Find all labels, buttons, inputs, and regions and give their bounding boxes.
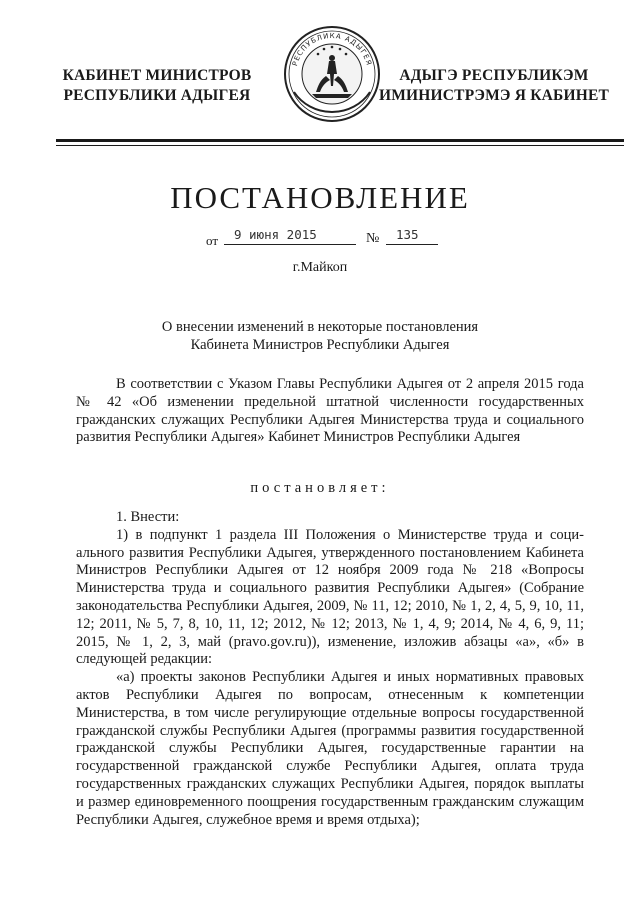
- document-title: ПОСТАНОВЛЕНИЕ: [170, 180, 470, 215]
- issuer-name-adyghe: [378, 66, 610, 106]
- preamble-text: В соответствии с Указом Главы Республики Адыгея от 2 апреля 2015 года № 42 «Об изменении предельной штатной численности государственных гражданских служащих Республики Адыгея Министерства труда и социального развития Республики Адыгея» Кабинет Министров Республики Адыгея: [76, 376, 584, 446]
- date-underline: [224, 244, 356, 245]
- issuer-name-line-2: РЕСПУБЛИКИ АДЫГЕЯ: [63, 87, 251, 104]
- republic-coat-of-arms-icon: [282, 24, 382, 124]
- emblem-inscription: РЕСПУБЛИКА АДЫГЕЯ: [290, 31, 374, 67]
- subject-line-2: Кабинета Министров Республики Адыгея: [190, 337, 450, 353]
- number-underline: [386, 244, 438, 245]
- header-divider-thin: [56, 145, 624, 146]
- subject-line-1: О внесении изменений в некоторые постановления: [161, 319, 479, 335]
- date-prefix: от: [206, 233, 219, 248]
- item-1-subitem-1: 1) в подпункт 1 раздела III Положения о Министерстве труда и социального развития Республики Адыгея, утвержденного постановлением Кабинета Министров Республики Адыгея от 12 ноября 2009 года № 218 «Вопросы Министерства труда и социального развития Республики Адыгея» (Собрание законодательства Республики Адыгея, 2009, № 11, 12; 2010, № 1, 2, 4, 5, 9, 10, 11, 12; 2011, № 5, 7, 8, 10, 11, 12; 2012, № 12; 2013, № 1, 4, 9; 2014, № 4, 6, 9, 11; 2015, № 1, 2, 3, май (pravo.gov.ru)), изменение, изложив абзацы «а», «б» в следующей редакции:: [76, 526, 584, 668]
- issuer-name-adyghe-line-2: ИМИНИСТРЭМЭ Я КАБИНЕТ: [378, 87, 610, 104]
- date-value: 9 июня 2015: [234, 227, 317, 242]
- issuer-name-russian: [62, 66, 252, 106]
- item-1: 1. Внести:: [116, 509, 180, 525]
- issuer-name-adyghe-line-1: АДЫГЭ РЕСПУБЛИКЭМ: [399, 67, 589, 84]
- resolves-heading: постановляет:: [250, 480, 390, 496]
- resolution-body: [76, 509, 584, 829]
- clause-a: «а) проекты законов Республики Адыгея и иных нормативных правовых актов Республики Адыгея по вопросам, отнесенным к компетенции Министерства, в том числе регулирующие отдельные вопросы государственной гражданской службы Республики Адыгея (программы развития государственной гражданской службы Республики Адыгея, государственные гарантии на государственной гражданской службе Республики Адыгея, оплата труда государственных гражданских служащих Республики Адыгея, порядок выплаты и размер единовременного поощрения государственным гражданским служащим Республики Адыгея, служебное время и время отдыха);: [76, 669, 584, 828]
- document-subject: [0, 318, 640, 354]
- header-divider-thick: [56, 139, 624, 142]
- number-prefix: №: [366, 231, 380, 246]
- issue-city: г.Майкоп: [292, 260, 348, 275]
- number-value: 135: [396, 227, 419, 242]
- issuer-name-line-1: КАБИНЕТ МИНИСТРОВ: [62, 67, 252, 84]
- preamble-paragraph: [76, 376, 584, 447]
